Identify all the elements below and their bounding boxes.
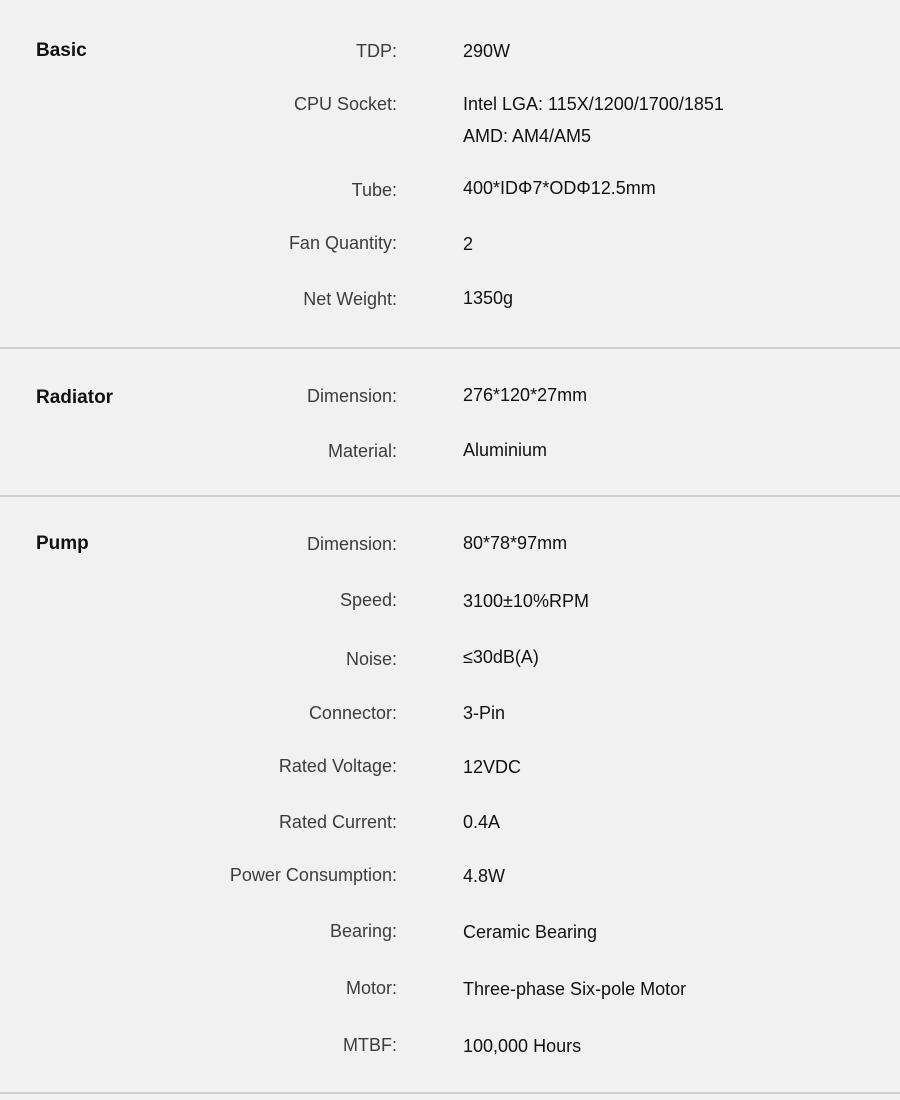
spec-value-noise	[463, 641, 539, 673]
spec-label-tube: Tube:	[351, 180, 397, 200]
spec-value-line: AMD: AM4/AM5	[463, 126, 592, 146]
spec-value-line: Ceramic Bearing	[463, 922, 598, 942]
spec-value-line: 290W	[463, 41, 511, 61]
spec-label-motor: Motor:	[345, 978, 397, 998]
spec-value-power-consumption	[463, 860, 505, 892]
section-divider	[0, 1092, 900, 1094]
spec-value-line: Intel LGA: 115X/1200/1700/1851	[463, 94, 724, 114]
spec-value-rated-current	[463, 806, 500, 838]
spec-value-line: Aluminium	[463, 440, 548, 460]
spec-value-line: 12VDC	[463, 757, 522, 777]
spec-label-speed: Speed:	[339, 590, 397, 610]
spec-value-material	[463, 434, 547, 466]
spec-label-bearing: Bearing:	[329, 921, 397, 941]
spec-value-connector	[463, 697, 505, 729]
section-title-pump: Pump	[36, 533, 89, 554]
section-title-radiator: Radiator	[36, 387, 114, 408]
spec-value-line: Three-phase Six-pole Motor	[463, 979, 687, 999]
spec-value-dimension	[463, 379, 587, 411]
spec-label-power-consumption: Power Consumption:	[229, 865, 397, 885]
spec-value-line: 4.8W	[463, 866, 506, 886]
spec-label-tdp: TDP:	[355, 41, 397, 61]
spec-value-line: 3100±10%RPM	[463, 591, 589, 611]
spec-value-line: 80*78*97mm	[463, 533, 568, 553]
spec-value-mtbf	[463, 1030, 581, 1062]
spec-value-line: 276*120*27mm	[463, 385, 588, 405]
spec-label-rated-current: Rated Current:	[278, 812, 397, 832]
spec-value-net-weight	[463, 282, 513, 314]
spec-value-line: 0.4A	[463, 812, 501, 832]
spec-value-line: 100,000 Hours	[463, 1036, 582, 1056]
spec-value-line: ≤30dB(A)	[463, 647, 539, 667]
spec-label-net-weight: Net Weight:	[303, 289, 397, 309]
spec-value-bearing	[463, 916, 597, 948]
spec-label-connector: Connector:	[308, 703, 397, 723]
spec-label-mtbf: MTBF:	[343, 1035, 397, 1055]
spec-value-speed	[463, 585, 589, 617]
spec-value-line: 1350g	[463, 288, 514, 308]
spec-value-tube	[463, 172, 656, 204]
spec-label-material: Material:	[327, 441, 397, 461]
section-divider	[0, 495, 900, 497]
spec-value-fan-quantity	[463, 228, 473, 260]
spec-label-noise: Noise:	[345, 649, 397, 669]
spec-label-fan-quantity: Fan Quantity:	[288, 233, 397, 253]
spec-value-dimension	[463, 527, 567, 559]
spec-value-line: 3-Pin	[463, 703, 506, 723]
section-title-basic: Basic	[36, 40, 87, 61]
spec-label-dimension: Dimension:	[306, 386, 397, 406]
spec-label-cpu-socket: CPU Socket:	[293, 94, 397, 114]
spec-value-motor	[463, 973, 686, 1005]
spec-value-tdp	[463, 35, 510, 67]
spec-label-rated-voltage: Rated Voltage:	[278, 756, 397, 776]
spec-value-line: 400*IDΦ7*ODΦ12.5mm	[463, 178, 656, 198]
spec-value-rated-voltage	[463, 751, 521, 783]
spec-value-line: 2	[463, 234, 474, 254]
section-divider	[0, 347, 900, 349]
spec-value-cpu-socket	[463, 88, 724, 152]
spec-label-dimension: Dimension:	[306, 534, 397, 554]
